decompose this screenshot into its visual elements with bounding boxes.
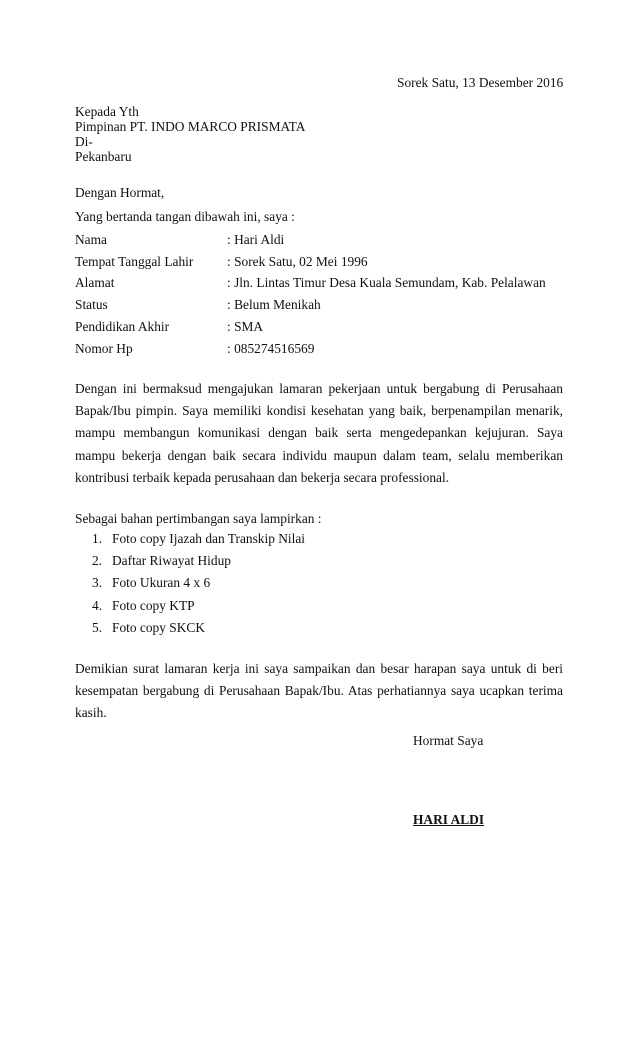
identity-label: Nomor Hp — [75, 340, 133, 356]
salutation: Dengan Hormat, — [75, 185, 165, 200]
list-item — [92, 595, 305, 617]
identity-row — [75, 273, 555, 295]
identity-label: Pendidikan Akhir — [75, 319, 170, 335]
identity-value: : Sorek Satu, 02 Mei 1996 — [227, 253, 368, 269]
body-paragraph-closing: Demikian surat lamaran kerja ini saya sampaikan dan besar harapan saya untuk di beri kesempatan bergabung di Perusahaan Bapak/Ibu. Atas perhatiannya saya ucapkan terima kasih. — [75, 661, 563, 721]
recipient-line: Di- — [75, 134, 93, 149]
list-item — [92, 528, 305, 550]
identity-label: Nama — [75, 231, 107, 247]
list-item — [92, 550, 305, 572]
identity-value: : 085274516569 — [227, 340, 315, 356]
closing-regards: Hormat Saya — [413, 733, 484, 748]
recipient-line: Pekanbaru — [75, 149, 132, 164]
identity-value: : Hari Aldi — [227, 231, 285, 247]
attachments-title: Sebagai bahan pertimbangan saya lampirkan : — [75, 511, 322, 526]
list-number: 1. — [92, 531, 103, 547]
place-date: Sorek Satu, 13 Desember 2016 — [397, 75, 564, 90]
list-number: 4. — [92, 597, 103, 613]
identity-table — [75, 229, 555, 360]
attachments-list — [92, 528, 305, 639]
identity-row — [75, 294, 555, 316]
list-text: Foto copy Ijazah dan Transkip Nilai — [112, 531, 306, 547]
list-text: Foto copy SKCK — [112, 619, 206, 635]
recipient-line: Pimpinan PT. INDO MARCO PRISMATA — [75, 119, 306, 134]
identity-value: : SMA — [227, 319, 264, 335]
identity-label: Alamat — [75, 275, 115, 291]
list-number: 3. — [92, 575, 103, 591]
list-text: Foto Ukuran 4 x 6 — [112, 575, 211, 591]
identity-value: : Belum Menikah — [227, 297, 321, 313]
identity-row — [75, 316, 555, 338]
identity-label: Tempat Tanggal Lahir — [75, 253, 194, 269]
identity-label: Status — [75, 297, 108, 313]
list-item — [92, 572, 305, 594]
list-text: Foto copy KTP — [112, 597, 195, 613]
recipient-block — [75, 104, 305, 164]
signature-name: HARI ALDI — [413, 812, 485, 827]
identity-row — [75, 251, 555, 273]
list-item — [92, 617, 305, 639]
list-number: 2. — [92, 553, 103, 569]
body-paragraph-purpose: Dengan ini bermaksud mengajukan lamaran pekerjaan untuk bergabung di Perusahaan Bapak/Ibu pimpin. Saya memiliki kondisi kesehatan yang baik, berpenampilan menarik, mampu membangun komunikasi dengan baik serta mengedepankan kejujuran. Saya mampu bekerja dengan baik secara individu maupun dalam team, selalu memberikan kontribusi terbaik kepada perusahaan dan bekerja secara professional. — [75, 381, 563, 485]
identity-row — [75, 229, 555, 251]
intro-line: Yang bertanda tangan dibawah ini, saya : — [75, 209, 295, 224]
recipient-line: Kepada Yth — [75, 104, 139, 119]
list-number: 5. — [92, 619, 103, 635]
identity-value: : Jln. Lintas Timur Desa Kuala Semundam, Kab. Pelalawan — [227, 275, 546, 291]
list-text: Daftar Riwayat Hidup — [112, 553, 231, 569]
identity-row — [75, 338, 555, 360]
